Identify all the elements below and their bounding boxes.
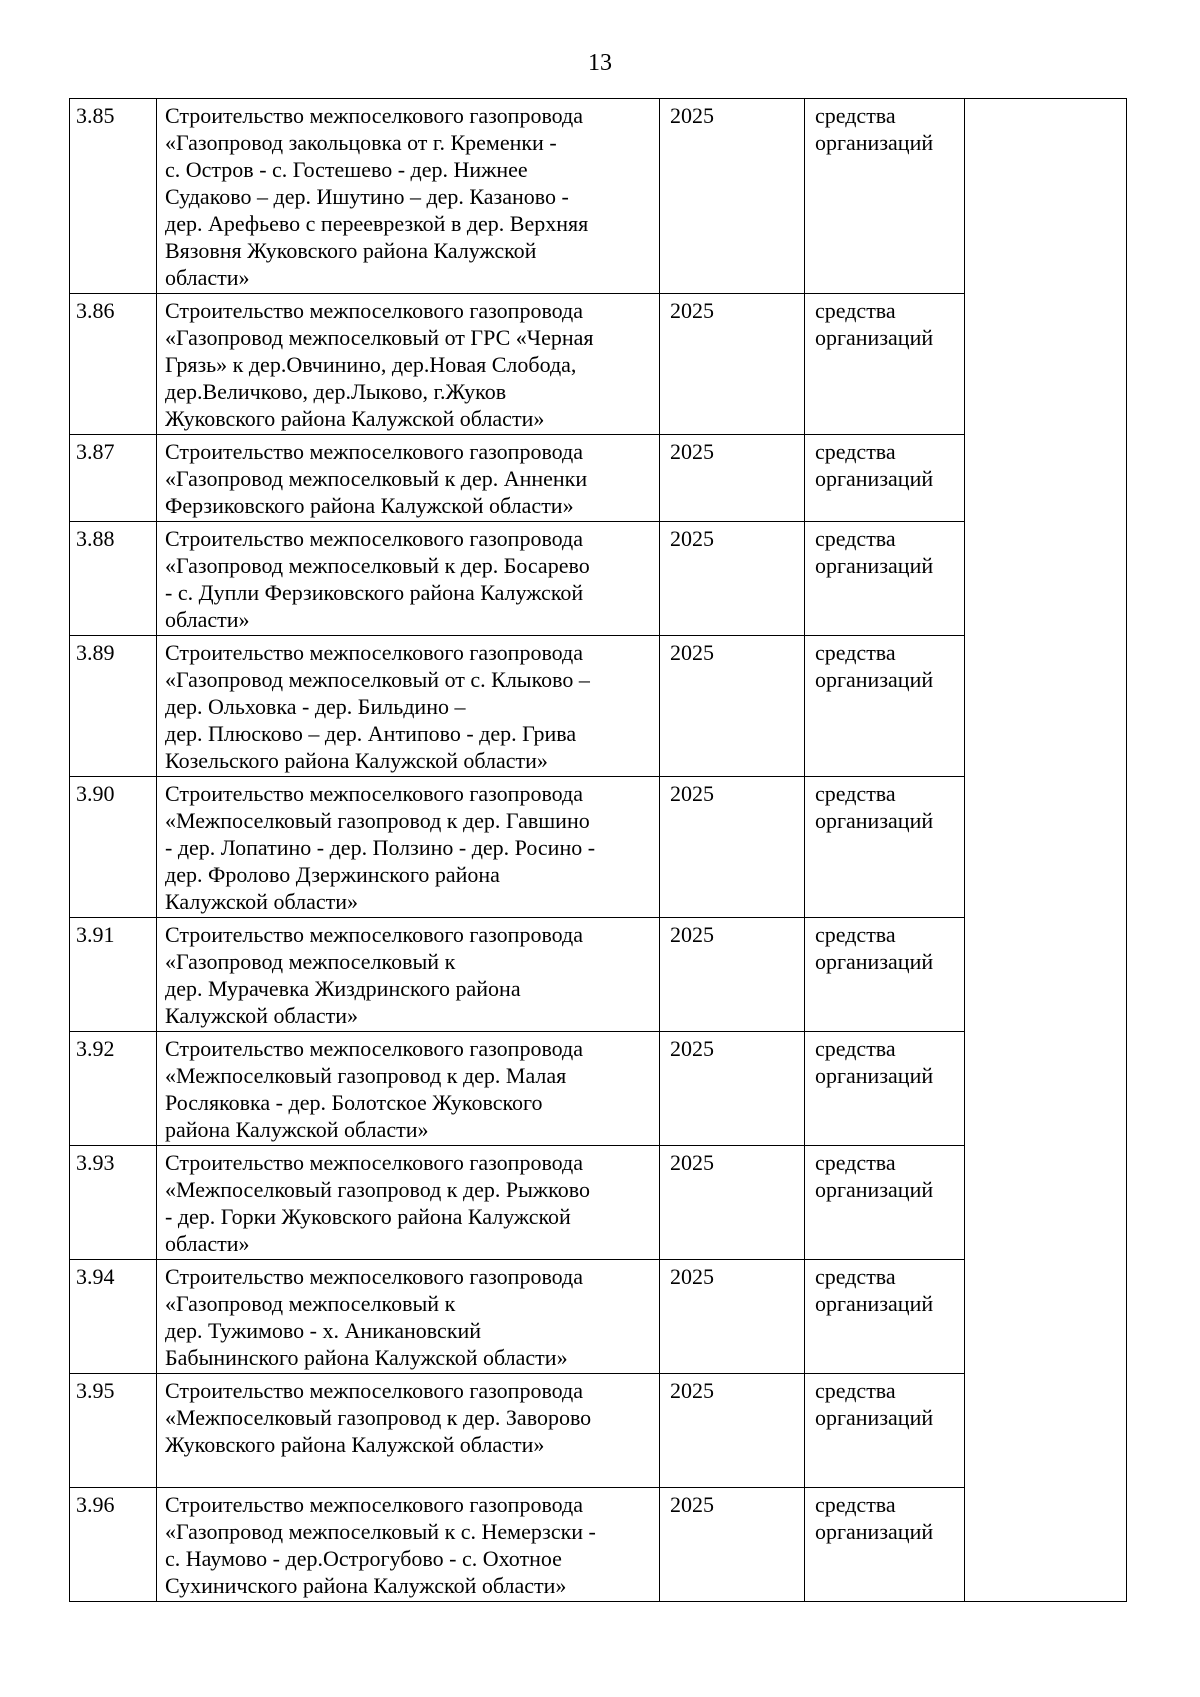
project-description: [157, 294, 660, 435]
description-line: Строительство межпоселкового газопровода: [165, 640, 583, 665]
investment-table: [69, 98, 1127, 1602]
description-line: «Газопровод межпоселковый к с. Немерзски -: [165, 1519, 596, 1544]
description-line: «Газопровод закольцовка от г. Кременки -: [165, 130, 557, 155]
row-number: 3.87: [70, 435, 157, 522]
completion-year: 2025: [660, 435, 805, 522]
funding-source-line: организаций: [815, 1177, 934, 1202]
funding-source: [805, 294, 965, 435]
description-line: Росляковка - дер. Болотское Жуковского: [165, 1090, 543, 1115]
funding-source-line: организаций: [815, 466, 934, 491]
completion-year: 2025: [660, 1488, 805, 1602]
description-line: [165, 1458, 651, 1485]
funding-source-line: средства: [815, 640, 896, 665]
funding-source: [805, 99, 965, 294]
project-description: [157, 1374, 660, 1488]
description-line: «Межпоселковый газопровод к дер. Рыжково: [165, 1177, 590, 1202]
description-line: дер. Мурачевка Жиздринского района: [165, 976, 521, 1001]
description-line: Судаково – дер. Ишутино – дер. Казаново -: [165, 184, 569, 209]
description-line: Грязь» к дер.Овчинино, дер.Новая Слобода,: [165, 352, 577, 377]
description-line: дер. Плюсково – дер. Антипово - дер. Грива: [165, 721, 577, 746]
row-number: 3.92: [70, 1032, 157, 1146]
funding-source: [805, 1032, 965, 1146]
completion-year: 2025: [660, 1374, 805, 1488]
funding-source-line: организаций: [815, 553, 934, 578]
funding-source: [805, 1488, 965, 1602]
project-description: [157, 99, 660, 294]
description-line: дер. Арефьево с перееврезкой в дер. Верхняя: [165, 211, 589, 236]
funding-source-line: средства: [815, 1264, 896, 1289]
funding-source-line: организаций: [815, 808, 934, 833]
description-line: Сухиничского района Калужской области»: [165, 1573, 567, 1598]
description-line: дер. Тужимово - х. Аникановский: [165, 1318, 482, 1343]
description-line: Строительство межпоселкового газопровода: [165, 1492, 583, 1517]
completion-year: 2025: [660, 1260, 805, 1374]
project-description: [157, 777, 660, 918]
description-line: района Калужской области»: [165, 1117, 429, 1142]
funding-source: [805, 636, 965, 777]
description-line: «Газопровод межпоселковый от с. Клыково –: [165, 667, 590, 692]
description-line: «Газопровод межпоселковый к дер. Анненки: [165, 466, 588, 491]
funding-source-line: средства: [815, 922, 896, 947]
funding-source: [805, 522, 965, 636]
description-line: Калужской области»: [165, 1003, 358, 1028]
completion-year: 2025: [660, 522, 805, 636]
description-line: области»: [165, 607, 250, 632]
funding-source: [805, 435, 965, 522]
funding-source-line: средства: [815, 298, 896, 323]
project-description: [157, 1146, 660, 1260]
funding-source-line: средства: [815, 1150, 896, 1175]
page-number: 13: [588, 50, 612, 76]
description-line: дер. Ольховка - дер. Бильдино –: [165, 694, 466, 719]
funding-source: [805, 1260, 965, 1374]
funding-source-line: организаций: [815, 1519, 934, 1544]
funding-source: [805, 777, 965, 918]
funding-source-line: организаций: [815, 1063, 934, 1088]
description-line: с. Остров - с. Гостешево - дер. Нижнее: [165, 157, 528, 182]
project-description: [157, 1488, 660, 1602]
description-line: Бабынинского района Калужской области»: [165, 1345, 568, 1370]
completion-year: 2025: [660, 1146, 805, 1260]
completion-year: 2025: [660, 1032, 805, 1146]
description-line: Строительство межпоселкового газопровода: [165, 1036, 583, 1061]
project-description: [157, 1260, 660, 1374]
description-line: Строительство межпоселкового газопровода: [165, 922, 583, 947]
notes-column: [965, 99, 1127, 1602]
row-number: 3.94: [70, 1260, 157, 1374]
funding-source-line: организаций: [815, 130, 934, 155]
project-description: [157, 435, 660, 522]
description-line: Жуковского района Калужской области»: [165, 406, 545, 431]
description-line: «Газопровод межпоселковый к: [165, 1291, 456, 1316]
description-line: Калужской области»: [165, 889, 358, 914]
description-line: дер.Величково, дер.Лыково, г.Жуков: [165, 379, 507, 404]
row-number: 3.89: [70, 636, 157, 777]
description-line: Строительство межпоселкового газопровода: [165, 781, 583, 806]
description-line: Строительство межпоселкового газопровода: [165, 1264, 583, 1289]
row-number: 3.93: [70, 1146, 157, 1260]
row-number: 3.95: [70, 1374, 157, 1488]
row-number: 3.96: [70, 1488, 157, 1602]
description-line: «Межпоселковый газопровод к дер. Заворово: [165, 1405, 592, 1430]
funding-source-line: организаций: [815, 1291, 934, 1316]
table-body: [70, 99, 1127, 1602]
description-line: Строительство межпоселкового газопровода: [165, 526, 583, 551]
row-number: 3.88: [70, 522, 157, 636]
completion-year: 2025: [660, 918, 805, 1032]
description-line: Ферзиковского района Калужской области»: [165, 493, 574, 518]
description-line: - дер. Лопатино - дер. Ползино - дер. Росино -: [165, 835, 596, 860]
description-line: Козельского района Калужской области»: [165, 748, 548, 773]
description-line: Жуковского района Калужской области»: [165, 1432, 545, 1457]
description-line: Строительство межпоселкового газопровода: [165, 298, 583, 323]
funding-source: [805, 918, 965, 1032]
funding-source-line: средства: [815, 1378, 896, 1403]
description-line: - дер. Горки Жуковского района Калужской: [165, 1204, 571, 1229]
completion-year: 2025: [660, 294, 805, 435]
completion-year: 2025: [660, 777, 805, 918]
description-line: «Газопровод межпоселковый к: [165, 949, 456, 974]
funding-source-line: средства: [815, 1492, 896, 1517]
description-line: - с. Дупли Ферзиковского района Калужской: [165, 580, 584, 605]
row-number: 3.85: [70, 99, 157, 294]
funding-source: [805, 1374, 965, 1488]
description-line: области»: [165, 1231, 250, 1256]
description-line: области»: [165, 265, 250, 290]
funding-source-line: средства: [815, 781, 896, 806]
description-line: Строительство межпоселкового газопровода: [165, 439, 583, 464]
description-line: «Газопровод межпоселковый к дер. Босарево: [165, 553, 590, 578]
table-row: [70, 99, 1127, 294]
funding-source-line: средства: [815, 1036, 896, 1061]
project-description: [157, 522, 660, 636]
funding-source: [805, 1146, 965, 1260]
funding-source-line: организаций: [815, 949, 934, 974]
project-description: [157, 636, 660, 777]
completion-year: 2025: [660, 636, 805, 777]
funding-source-line: организаций: [815, 667, 934, 692]
project-description: [157, 918, 660, 1032]
description-line: с. Наумово - дер.Острогубово - с. Охотное: [165, 1546, 562, 1571]
description-line: Строительство межпоселкового газопровода: [165, 1150, 583, 1175]
description-line: дер. Фролово Дзержинского района: [165, 862, 500, 887]
description-line: Строительство межпоселкового газопровода: [165, 103, 583, 128]
funding-source-line: средства: [815, 526, 896, 551]
description-line: «Межпоселковый газопровод к дер. Гавшино: [165, 808, 590, 833]
description-line: «Межпоселковый газопровод к дер. Малая: [165, 1063, 567, 1088]
funding-source-line: организаций: [815, 325, 934, 350]
funding-source-line: средства: [815, 103, 896, 128]
description-line: Строительство межпоселкового газопровода: [165, 1378, 583, 1403]
funding-source-line: организаций: [815, 1405, 934, 1430]
completion-year: 2025: [660, 99, 805, 294]
description-line: «Газопровод межпоселковый от ГРС «Черная: [165, 325, 594, 350]
project-description: [157, 1032, 660, 1146]
description-line: Вязовня Жуковского района Калужской: [165, 238, 537, 263]
row-number: 3.86: [70, 294, 157, 435]
funding-source-line: средства: [815, 439, 896, 464]
row-number: 3.91: [70, 918, 157, 1032]
row-number: 3.90: [70, 777, 157, 918]
